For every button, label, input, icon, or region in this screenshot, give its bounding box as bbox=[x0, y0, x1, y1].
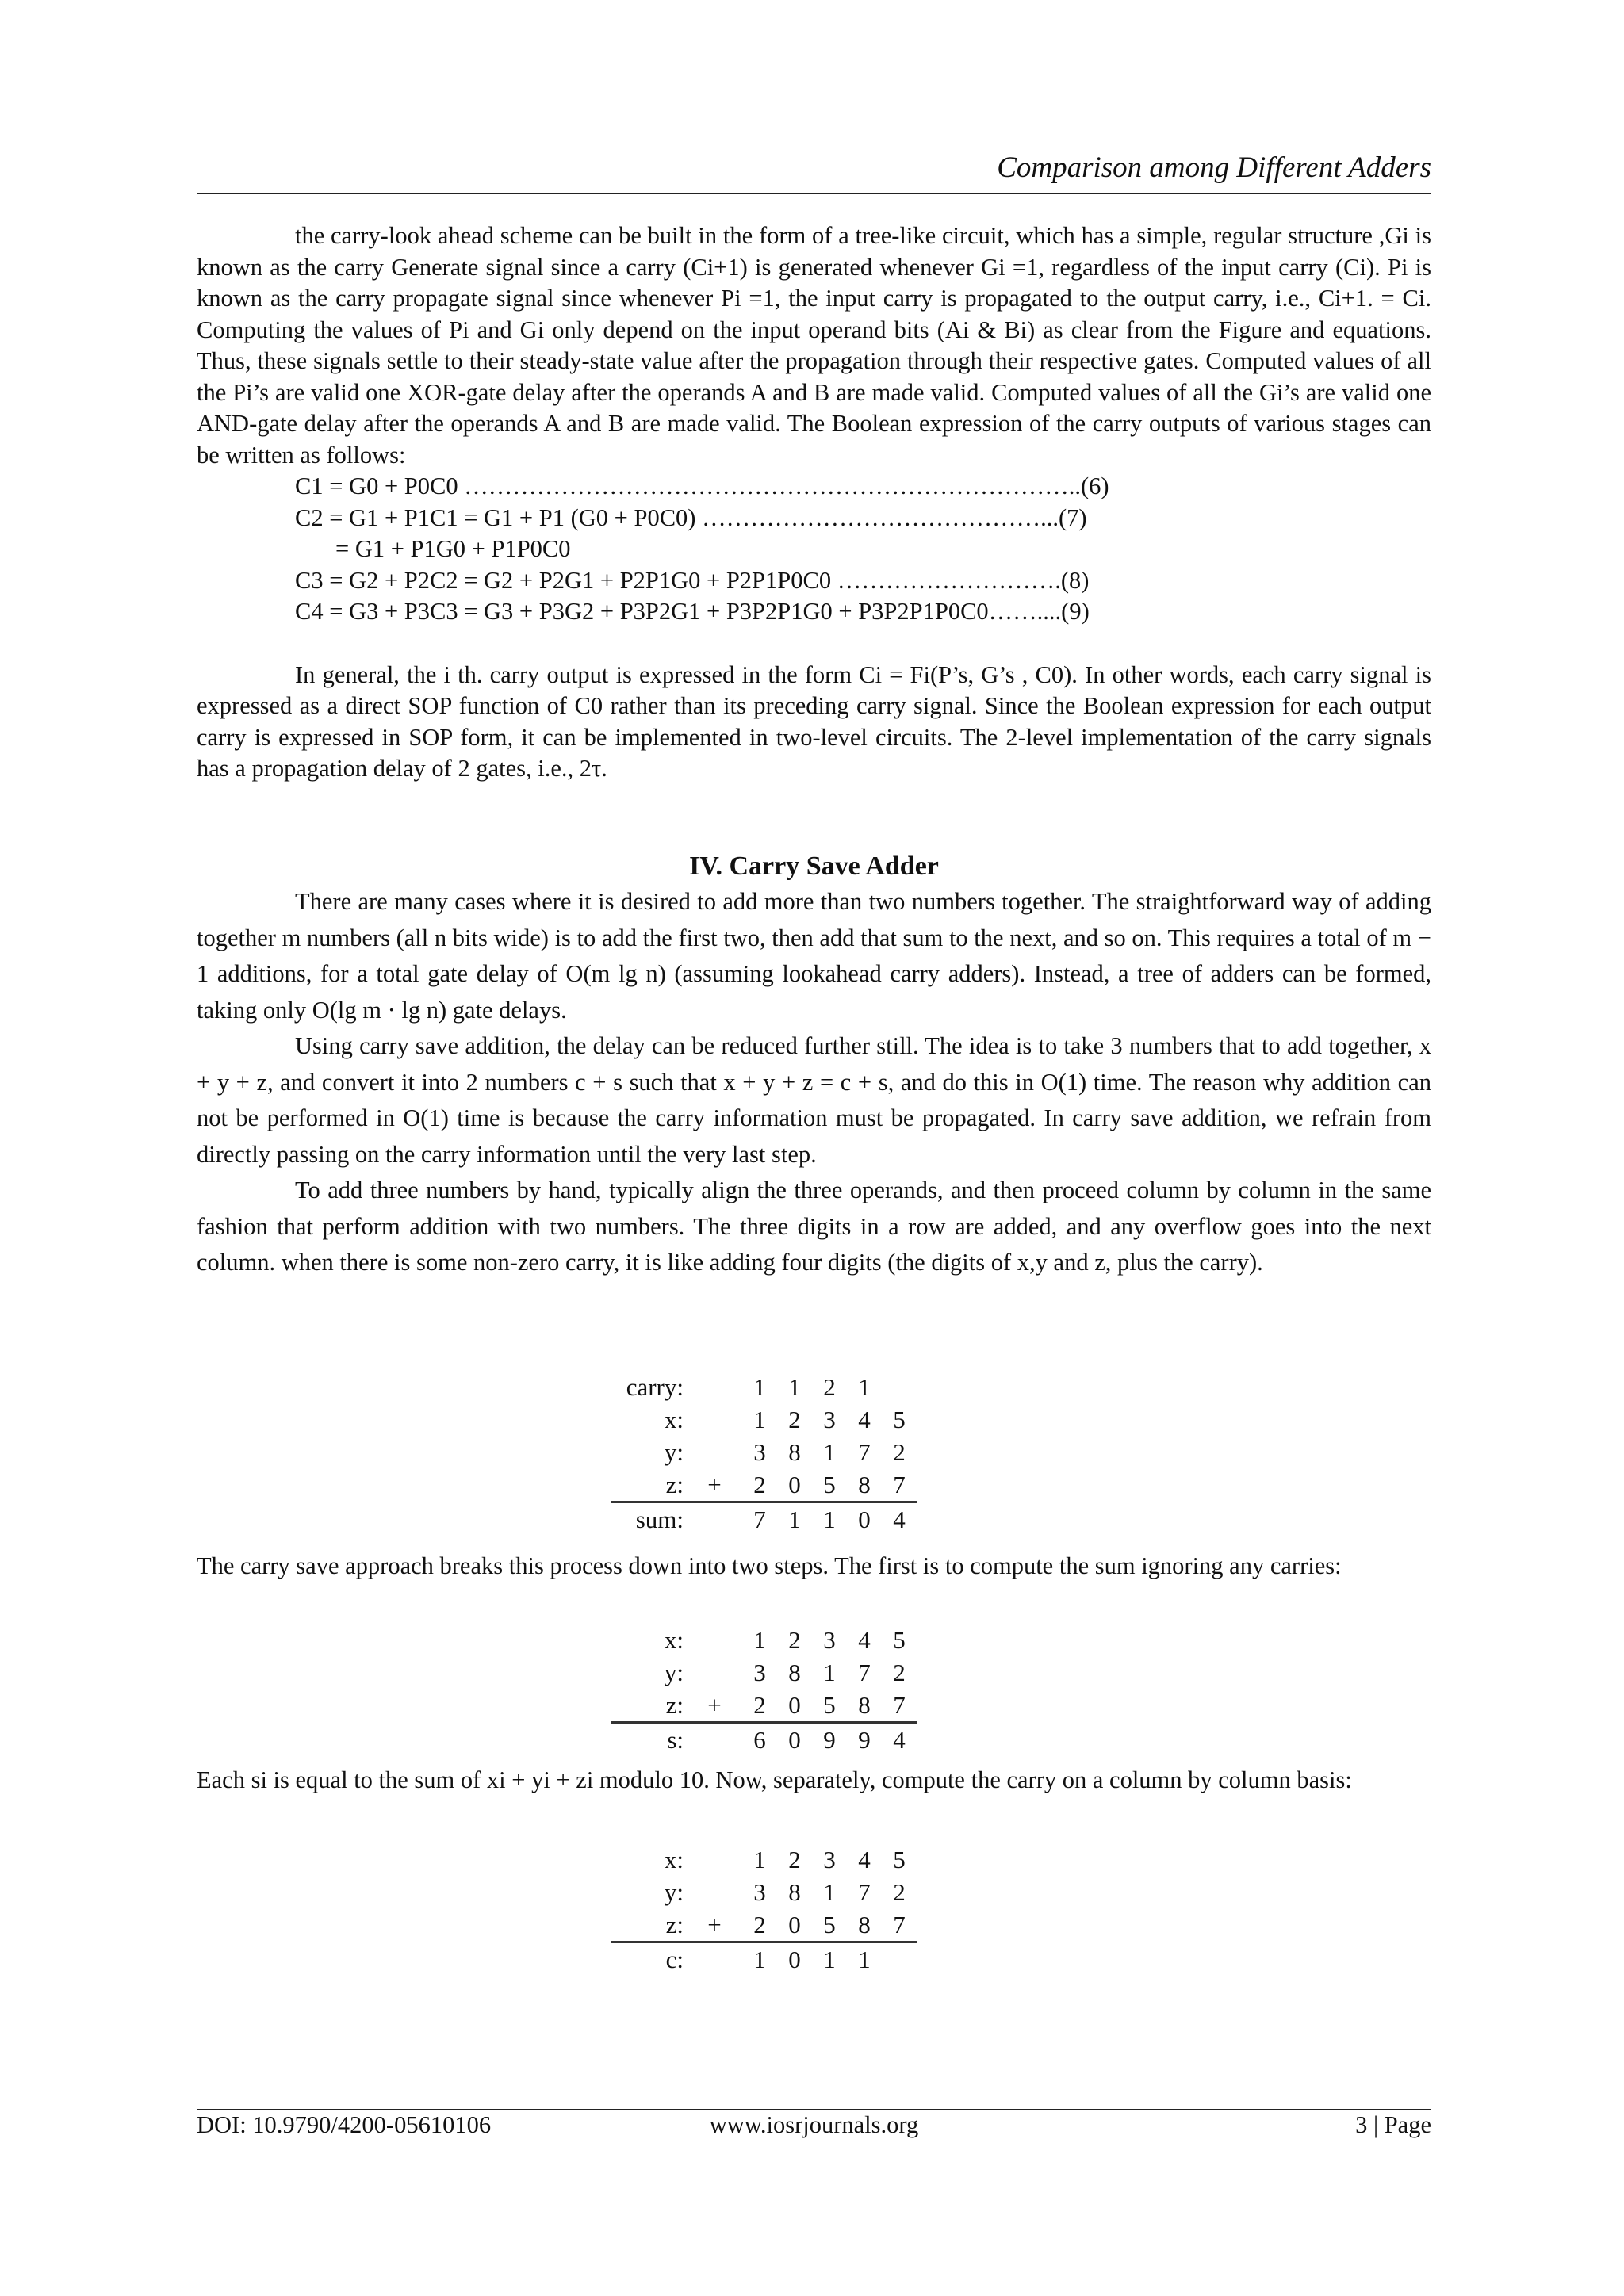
operator-cell bbox=[687, 1371, 742, 1403]
table-row bbox=[611, 1843, 917, 1876]
text-block-two-steps bbox=[197, 1548, 1431, 1585]
digit-cell: 3 bbox=[823, 1406, 836, 1433]
operator-cell bbox=[687, 1403, 742, 1436]
digit-cell: 8 bbox=[858, 1691, 871, 1719]
digit-cell: 9 bbox=[812, 1723, 847, 1757]
table-row bbox=[611, 1656, 917, 1689]
digit-cell: 5 bbox=[823, 1691, 836, 1719]
digit-cell: 7 bbox=[858, 1438, 871, 1466]
digit-cell: 9 bbox=[847, 1723, 882, 1757]
digit-cell: 0 bbox=[777, 1942, 812, 1976]
digit-cell: 8 bbox=[858, 1471, 871, 1498]
row-label: z: bbox=[665, 1691, 684, 1719]
equation-6: C1 = G0 + P0C0 …………………………………………………………………..(6) bbox=[295, 473, 1109, 499]
operator-cell bbox=[687, 1502, 742, 1536]
operator-cell bbox=[687, 1942, 742, 1976]
row-label: s: bbox=[611, 1723, 687, 1757]
digit-cell: 0 bbox=[847, 1502, 882, 1536]
digit-cell: 4 bbox=[858, 1626, 871, 1654]
digit-cell: 7 bbox=[742, 1502, 777, 1536]
digit-cell: 1 bbox=[777, 1502, 812, 1536]
section-carry-save-adder bbox=[197, 849, 1431, 1281]
digit-cell: 5 bbox=[893, 1626, 906, 1654]
operator-cell bbox=[687, 1624, 742, 1656]
digit-cell: 1 bbox=[823, 1438, 836, 1466]
digit-cell: 1 bbox=[858, 1373, 871, 1401]
paragraph-many-numbers: There are many cases where it is desired to add more than two numbers together. The straightforward way of adding together m numbers (all n bits wide) is to add the first two, then add that sum to the next, and so on. This requires a total of m − 1 additions, for a total gate delay of O(m lg n) (assuming lookahead carry adders). Instead, a tree of adders can be formed, taking only O(lg m · lg n) gate delays. bbox=[197, 888, 1431, 1024]
sum-ignoring-carries-table bbox=[611, 1624, 917, 1756]
footer-rule bbox=[197, 2109, 1431, 2110]
digit-cell: 1 bbox=[823, 1878, 836, 1906]
carry-equations bbox=[197, 471, 1431, 628]
operator-cell bbox=[687, 1843, 742, 1876]
digit-cell: 6 bbox=[742, 1723, 777, 1757]
digit-cell: 1 bbox=[753, 1373, 766, 1401]
digit-cell: 2 bbox=[823, 1373, 836, 1401]
digit-cell: 2 bbox=[788, 1846, 801, 1873]
operator-cell bbox=[687, 1723, 742, 1757]
running-title: Comparison among Different Adders bbox=[997, 151, 1431, 184]
table-row bbox=[611, 1371, 917, 1403]
digit-cell: 7 bbox=[858, 1878, 871, 1906]
digit-cell: 5 bbox=[893, 1406, 906, 1433]
carry-table bbox=[611, 1843, 917, 1976]
digit-cell: 1 bbox=[753, 1846, 766, 1873]
digit-cell: 3 bbox=[823, 1846, 836, 1873]
digit-cell: 1 bbox=[847, 1942, 882, 1976]
digit-cell bbox=[882, 1371, 917, 1403]
row-label: z: bbox=[665, 1471, 684, 1498]
operator-cell: + bbox=[707, 1691, 722, 1719]
digit-cell: 1 bbox=[812, 1502, 847, 1536]
table-row bbox=[611, 1403, 917, 1436]
digit-cell bbox=[882, 1942, 917, 1976]
operator-cell bbox=[687, 1436, 742, 1468]
row-label: y: bbox=[664, 1878, 684, 1906]
table-row bbox=[611, 1689, 917, 1723]
row-label: x: bbox=[664, 1406, 684, 1433]
text-block-lookahead bbox=[197, 220, 1431, 785]
digit-cell: 5 bbox=[823, 1471, 836, 1498]
digit-cell: 3 bbox=[753, 1438, 766, 1466]
digit-cell: 2 bbox=[753, 1911, 766, 1938]
paragraph-general-carry: In general, the i th. carry output is expressed in the form Ci = Fi(P’s, G’s , C0). In other words, each carry signal is expressed as a direct SOP function of C0 rather than its preceding carry signal. Since the Boolean expression for each output carry is expressed in SOP form, it can be implemented in two-level circuits. The 2-level implementation of the carry signals has a propagation delay of 2 gates, i.e., 2τ. bbox=[197, 660, 1431, 782]
table-row bbox=[611, 1502, 917, 1536]
equation-7-continued: = G1 + P1G0 + P1P0C0 bbox=[335, 535, 571, 562]
digit-cell: 2 bbox=[893, 1878, 906, 1906]
footer-doi: DOI: 10.9790/4200-05610106 bbox=[197, 2111, 492, 2138]
digit-cell: 2 bbox=[753, 1691, 766, 1719]
equation-9: C4 = G3 + P3C3 = G3 + P3G2 + P3P2G1 + P3P2P1G0 + P3P2P1P0C0……....(9) bbox=[295, 598, 1090, 625]
row-label: sum: bbox=[611, 1502, 687, 1536]
digit-cell: 0 bbox=[788, 1911, 801, 1938]
digit-cell: 1 bbox=[788, 1373, 801, 1401]
table-row bbox=[611, 1942, 917, 1976]
table-row bbox=[611, 1723, 917, 1757]
digit-cell: 4 bbox=[882, 1502, 917, 1536]
row-label: x: bbox=[664, 1626, 684, 1654]
row-label: carry: bbox=[626, 1373, 684, 1401]
row-label: y: bbox=[664, 1438, 684, 1466]
row-label: x: bbox=[664, 1846, 684, 1873]
paragraph-carry-save-idea: Using carry save addition, the delay can be reduced further still. The idea is to take 3 numbers that to add together, x + y + z, and convert it into 2 numbers c + s such that x + y + z = c + s, and do this in O(1) time. The reason why addition can not be performed in O(1) time is because the carry information must be propagated. In carry save addition, we refrain from directly passing on the carry information until the very last step. bbox=[197, 1032, 1431, 1168]
header-rule bbox=[197, 193, 1431, 194]
operator-cell: + bbox=[707, 1911, 722, 1938]
digit-cell: 8 bbox=[788, 1659, 801, 1686]
table-row bbox=[611, 1876, 917, 1908]
table-row bbox=[611, 1436, 917, 1468]
operator-cell bbox=[687, 1876, 742, 1908]
section-heading: IV. Carry Save Adder bbox=[689, 851, 939, 881]
row-label: c: bbox=[611, 1942, 687, 1976]
paragraph-two-steps: The carry save approach breaks this process down into two steps. The first is to compute the sum ignoring any carries: bbox=[197, 1552, 1342, 1579]
digit-cell: 1 bbox=[742, 1942, 777, 1976]
equation-8: C3 = G2 + P2C2 = G2 + P2G1 + P2P1G0 + P2P1P0C0 ……………………….(8) bbox=[295, 566, 1090, 594]
digit-cell: 1 bbox=[753, 1406, 766, 1433]
table-row bbox=[611, 1468, 917, 1502]
footer-page-number: 3 | Page bbox=[1355, 2111, 1431, 2138]
digit-cell: 2 bbox=[788, 1626, 801, 1654]
digit-cell: 8 bbox=[858, 1911, 871, 1938]
digit-cell: 4 bbox=[858, 1846, 871, 1873]
digit-cell: 3 bbox=[753, 1659, 766, 1686]
digit-cell: 7 bbox=[893, 1691, 906, 1719]
paragraph-modulo: Each si is equal to the sum of xi + yi + zi modulo 10. Now, separately, compute the carry on a column by column basis: bbox=[197, 1766, 1352, 1793]
footer bbox=[197, 2111, 1431, 2145]
digit-cell: 1 bbox=[823, 1659, 836, 1686]
digit-cell: 1 bbox=[753, 1626, 766, 1654]
paragraph-by-hand: To add three numbers by hand, typically align the three operands, and then proceed column by column in the same fashion that perform addition with two numbers. The three digits in a row are added, and any overflow goes into the next column. when there is some non-zero carry, it is like adding four digits (the digits of x,y and z, plus the carry). bbox=[197, 1177, 1431, 1276]
addition-table-with-carry bbox=[611, 1371, 917, 1536]
digit-cell: 8 bbox=[788, 1878, 801, 1906]
table-row bbox=[611, 1908, 917, 1942]
digit-cell: 2 bbox=[788, 1406, 801, 1433]
digit-cell: 7 bbox=[893, 1911, 906, 1938]
row-label: z: bbox=[665, 1911, 684, 1938]
digit-cell: 0 bbox=[788, 1691, 801, 1719]
digit-cell: 5 bbox=[823, 1911, 836, 1938]
digit-cell: 7 bbox=[893, 1471, 906, 1498]
table-row bbox=[611, 1624, 917, 1656]
digit-cell: 1 bbox=[812, 1942, 847, 1976]
operator-cell: + bbox=[707, 1471, 722, 1498]
digit-cell: 5 bbox=[893, 1846, 906, 1873]
equation-7: C2 = G1 + P1C1 = G1 + P1 (G0 + P0C0) ……………………………………...(7) bbox=[295, 503, 1087, 531]
row-label: y: bbox=[664, 1659, 684, 1686]
footer-website: www.iosrjournals.org bbox=[709, 2111, 919, 2138]
digit-cell: 3 bbox=[823, 1626, 836, 1654]
digit-cell: 4 bbox=[858, 1406, 871, 1433]
paragraph-carry-lookahead: the carry-look ahead scheme can be built in the form of a tree-like circuit, which has a simple, regular structure ,Gi is known as the carry Generate signal since a carry (Ci+1) is generated whenever Gi =1, regardless of the input carry (Ci). Pi is known as the carry propagate signal since whenever Pi =1, the input carry is propagated to the output carry, i.e., Ci+1. = Ci. Computing the values of Pi and Gi only depend on the input operand bits (Ai & Bi) as clear from the Figure and equations. Thus, these signals settle to their steady-state value after the propagation through their respective gates. Computed values of all the Pi’s are valid one XOR-gate delay after the operands A and B are made valid. Computed values of all the Gi’s are valid one AND-gate delay after the operands A and B are made valid. The Boolean expression of the carry outputs of various stages can be written as follows: bbox=[197, 222, 1431, 469]
digit-cell: 7 bbox=[858, 1659, 871, 1686]
digit-cell: 2 bbox=[893, 1438, 906, 1466]
digit-cell: 0 bbox=[788, 1471, 801, 1498]
digit-cell: 0 bbox=[777, 1723, 812, 1757]
operator-cell bbox=[687, 1656, 742, 1689]
text-block-modulo bbox=[197, 1762, 1431, 1799]
digit-cell: 4 bbox=[882, 1723, 917, 1757]
digit-cell: 2 bbox=[893, 1659, 906, 1686]
digit-cell: 8 bbox=[788, 1438, 801, 1466]
digit-cell: 2 bbox=[753, 1471, 766, 1498]
digit-cell: 3 bbox=[753, 1878, 766, 1906]
